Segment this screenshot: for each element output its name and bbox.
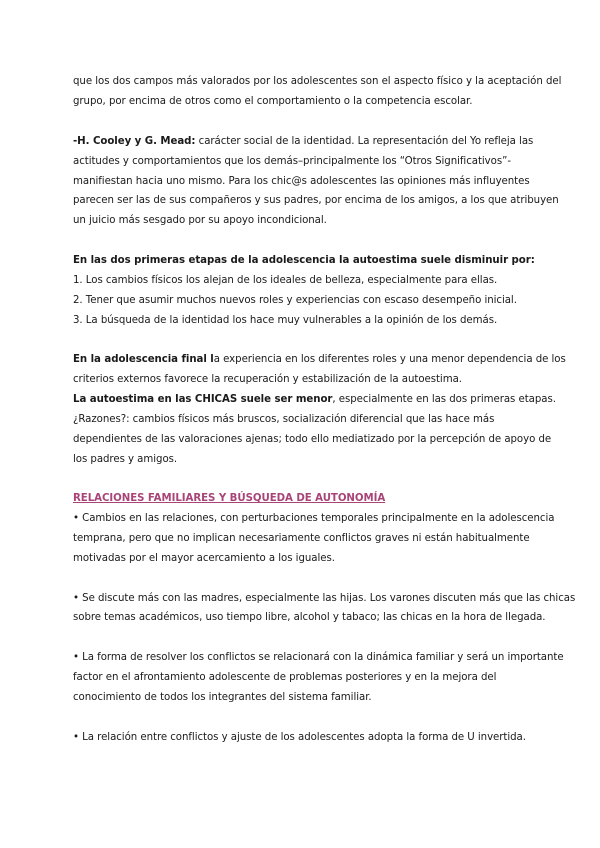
bullet-line: sobre temas académicos, uso tiempo libre, alcohol y tabaco; las chicas en la hora de llegada. (73, 612, 546, 623)
author-names: -H. Cooley y G. Mead: (73, 136, 196, 147)
bullet-line: • La relación entre conflictos y ajuste de los adolescentes adopta la forma de U invertida. (73, 732, 526, 743)
paragraph-line: dependientes de las valoraciones ajenas; todo ello mediatizado por la percepción de apoyo de (73, 434, 552, 445)
inline-text: carácter social de la identidad. La representación del Yo refleja las (195, 136, 534, 147)
paragraph-line: que los dos campos más valorados por los adolescentes son el aspecto físico y la aceptación del (73, 76, 562, 87)
paragraph-line: actitudes y comportamientos que los demás–principalmente los “Otros Significativos”- (73, 156, 511, 167)
bullet-line: • Se discute más con las madres, especialmente las hijas. Los varones discuten más que las chicas (73, 593, 576, 604)
paragraph-line: grupo, por encima de otros como el comportamiento o la competencia escolar. (73, 96, 473, 107)
section-title: RELACIONES FAMILIARES Y BÚSQUEDA DE AUTONOMÍA (73, 493, 386, 504)
paragraph-line: un juicio más sesgado por su apoyo incondicional. (73, 215, 327, 226)
paragraph-line (73, 393, 556, 407)
paragraph-line: parecen ser las de sus compañeros y sus padres, por encima de los amigos, a los que atribuyen (73, 195, 559, 206)
list-item: 2. Tener que asumir muchos nuevos roles y experiencias con escaso desempeño inicial. (73, 295, 517, 306)
bullet-line: factor en el afrontamiento adolescente de problemas posteriores y en la mejora del (73, 672, 497, 683)
bullet-line: motivadas por el mayor acercamiento a los iguales. (73, 553, 335, 564)
inline-text: a experiencia en los diferentes roles y una menor dependencia de los (213, 354, 566, 365)
list-item: 1. Los cambios físicos los alejan de los ideales de belleza, especialmente para ellas. (73, 275, 498, 286)
paragraph-line (73, 135, 533, 149)
bullet-line: • Cambios en las relaciones, con perturbaciones temporales principalmente en la adolescencia (73, 513, 555, 524)
bold-heading: En las dos primeras etapas de la adolescencia la autoestima suele disminuir por: (73, 255, 535, 266)
bullet-line: temprana, pero que no implican necesariamente conflictos graves ni están habitualmente (73, 533, 530, 544)
bullet-line: conocimiento de todos los integrantes del sistema familiar. (73, 692, 372, 703)
bullet-line: • La forma de resolver los conflictos se relacionará con la dinámica familiar y será un importante (73, 652, 564, 663)
paragraph-line: los padres y amigos. (73, 454, 178, 465)
bold-lead: En la adolescencia final l (73, 354, 214, 365)
list-item: 3. La búsqueda de la identidad los hace muy vulnerables a la opinión de los demás. (73, 315, 498, 326)
paragraph-line: ¿Razones?: cambios físicos más bruscos, socialización diferencial que las hace más (73, 414, 495, 425)
inline-text: , especialmente en las dos primeras etapas. (332, 394, 556, 405)
paragraph-line: manifiestan hacia uno mismo. Para los chic@s adolescentes las opiniones más influyentes (73, 176, 530, 187)
paragraph-line (73, 353, 566, 367)
bold-lead: La autoestima en las CHICAS suele ser menor (73, 394, 333, 405)
paragraph-line: criterios externos favorece la recuperación y estabilización de la autoestima. (73, 374, 462, 385)
